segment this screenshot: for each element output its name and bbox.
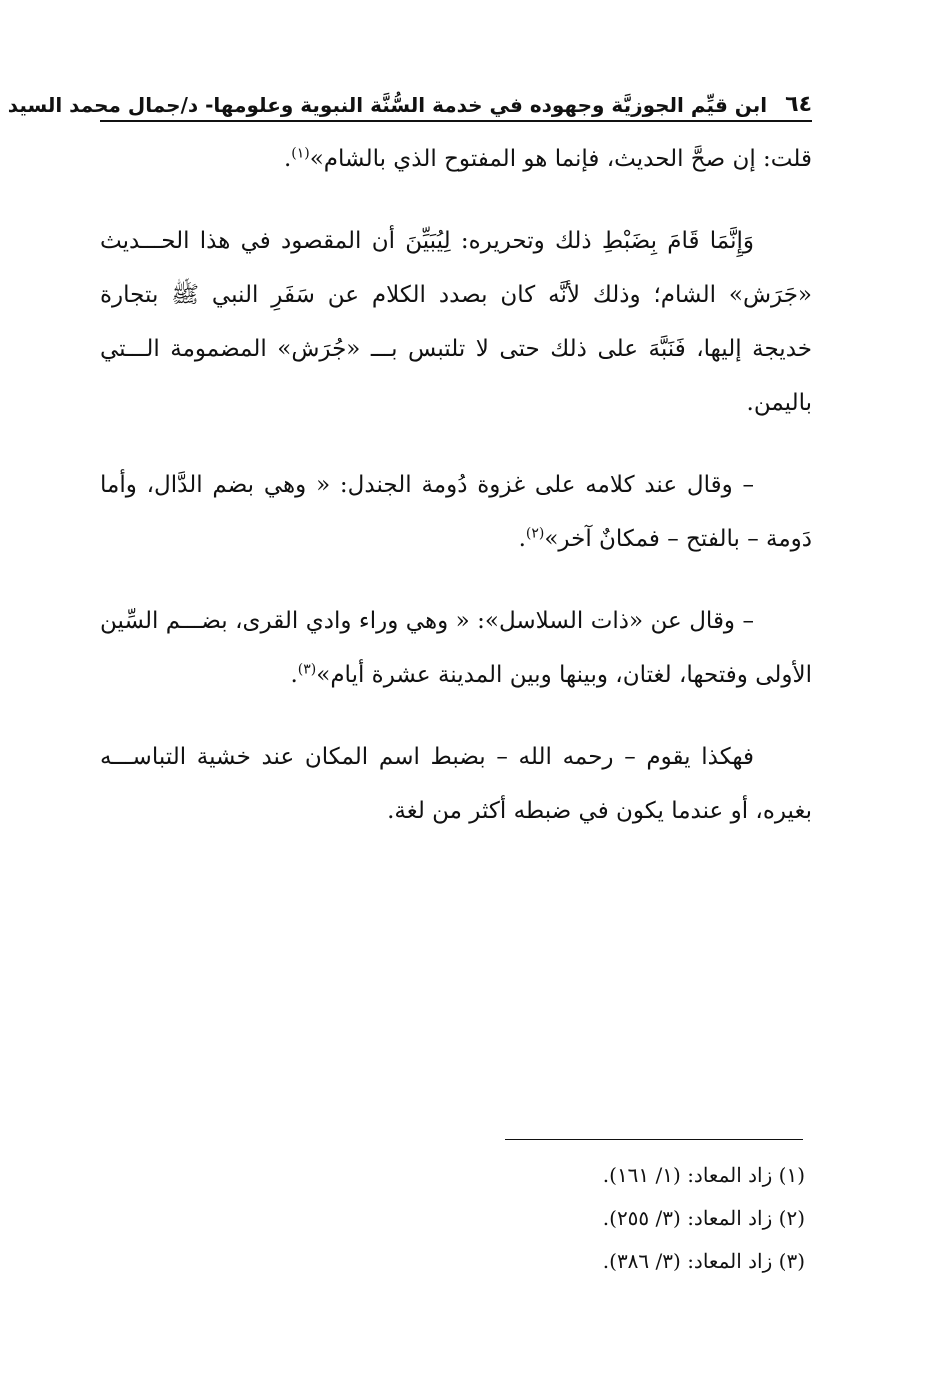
page-number: ٦٤ <box>785 92 812 117</box>
footnote-ref-3: (٣) <box>297 661 317 678</box>
footnote-1: (١) زاد المعاد: (١/ ١٦١). <box>602 1163 805 1187</box>
paragraph-1-tail: . <box>283 146 292 172</box>
footnote-ref-2: (٢) <box>525 525 545 542</box>
footnote-ref-1: (١) <box>291 145 310 162</box>
footnote-2: (٢) زاد المعاد: (٣/ ٢٥٥). <box>602 1206 805 1230</box>
paragraph-3-text: – وقال عند كلامه على غزوة دُومة الجندل: « وهي بضم الدَّال، وأما دَومة – بالفتح – فمكانٌ آخر» <box>100 472 812 552</box>
paragraph-2 <box>100 214 812 430</box>
paragraph-4-text: – وقال عن «ذات السلاسل»: « وهي وراء وادي القرى، بضـــم السِّين الأولى وفتحها، لغتان، وبينها وبين المدينة عشرة أيام» <box>100 608 812 688</box>
paragraph-4-tail: . <box>290 662 298 688</box>
paragraph-3 <box>100 458 812 566</box>
paragraph-4 <box>100 594 812 702</box>
paragraph-5-text: فهكذا يقوم – رحمه الله – بضبط اسم المكان عند خشية التباســـه بغيره، أو عندما يكون في ضبطه أكثر من لغة. <box>100 744 812 824</box>
body-text <box>100 132 812 838</box>
paragraph-1-text: قلت: إن صحَّ الحديث، فإنما هو المفتوح الذي بالشام» <box>309 146 812 172</box>
paragraph-5 <box>100 730 812 838</box>
running-title: ابن قيِّم الجوزيَّة وجهوده في خدمة السُّنَّة النبوية وعلومها- د/جمال محمد السيد <box>7 93 768 117</box>
paragraph-1 <box>100 132 812 186</box>
page-header <box>7 86 812 122</box>
footnote-3: (٣) زاد المعاد: (٣/ ٣٨٦). <box>602 1249 805 1273</box>
paragraph-3-tail: . <box>518 526 526 552</box>
paragraph-2-text: وَإِنَّمَا قَامَ بِضَبْطِ ذلك وتحريره: لِيُبَيِّنَ أن المقصود في هذا الحـــديث «جَرَش» الشام؛ وذلك لأنَّه كان بصدد الكلام عن سَفَرِ النبي ﷺ بتجارة خديجة إليها، فَنَبَّهَ على ذلك حتى لا تلتبس بـــ «جُرَش» المضمومة الـــتي باليمن. <box>100 228 812 416</box>
footnote-separator <box>505 1139 803 1140</box>
footnotes <box>100 1154 805 1283</box>
